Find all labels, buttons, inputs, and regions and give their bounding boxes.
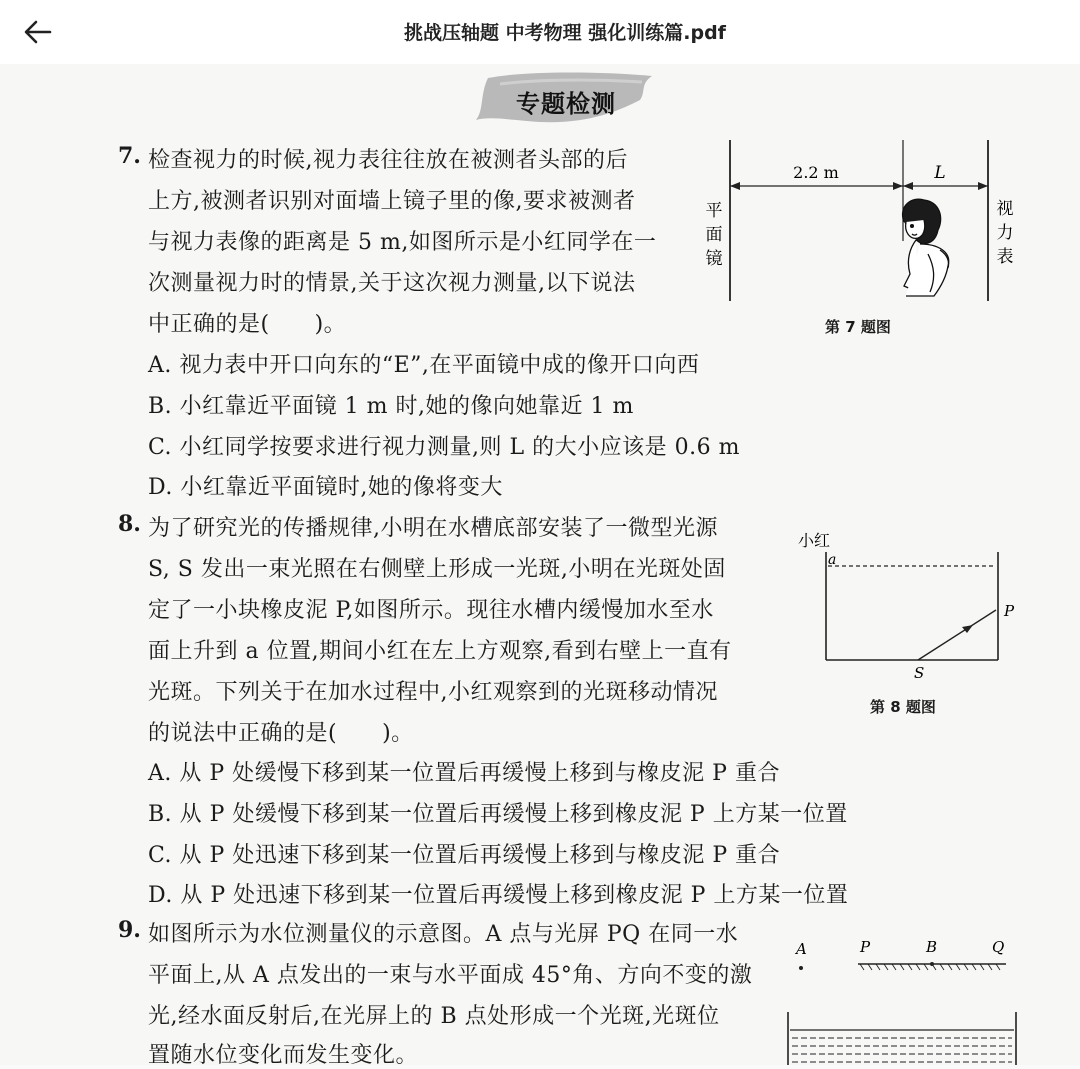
figure-9-diagram bbox=[780, 932, 1030, 1065]
section-title: 专题检测 bbox=[516, 90, 616, 118]
q8-line-2: S, S 发出一束光照在右侧壁上形成一光斑,小明在光斑处固 bbox=[148, 557, 726, 582]
L-label: L bbox=[934, 163, 946, 183]
q8-line-3: 定了一小块橡皮泥 P,如图所示。现往水槽内缓慢加水至水 bbox=[148, 598, 714, 623]
distance-label: 2.2 m bbox=[793, 163, 839, 182]
figure-7-caption: 第 7 题图 bbox=[825, 318, 891, 336]
q8-line-6: 的说法中正确的是( )。 bbox=[148, 721, 414, 746]
a-label: a bbox=[828, 552, 837, 568]
chart-char-2: 力 bbox=[996, 223, 1014, 243]
question-9-number: 9. bbox=[118, 917, 141, 943]
P-label: P bbox=[1004, 602, 1015, 620]
q9-line-1: 如图所示为水位测量仪的示意图。A 点与光屏 PQ 在同一水 bbox=[148, 922, 739, 947]
q8-option-b: B. 从 P 处缓慢下移到某一位置后再缓慢上移到橡皮泥 P 上方某一位置 bbox=[148, 802, 848, 827]
q7-option-a: A. 视力表中开口向东的“E”,在平面镜中成的像开口向西 bbox=[148, 353, 700, 378]
P-label-9: P bbox=[860, 938, 871, 956]
q8-line-5: 光斑。下列关于在加水过程中,小红观察到的光斑移动情况 bbox=[148, 680, 718, 705]
q7-line-2: 上方,被测者识别对面墙上镜子里的像,要求被测者 bbox=[148, 189, 636, 214]
chart-char-3: 表 bbox=[996, 247, 1014, 267]
point-A bbox=[799, 966, 803, 970]
top-bar bbox=[0, 0, 1080, 64]
q9-line-3: 光,经水面反射后,在光屏上的 B 点处形成一个光斑,光斑位 bbox=[148, 1004, 720, 1029]
question-8-number: 8. bbox=[118, 511, 141, 537]
question-7-number: 7. bbox=[118, 143, 141, 169]
figure-7-diagram bbox=[690, 136, 1030, 311]
q7-option-c: C. 小红同学按要求进行视力测量,则 L 的大小应该是 0.6 m bbox=[148, 435, 740, 460]
girl-icon bbox=[903, 199, 949, 296]
point-B bbox=[930, 962, 934, 966]
mirror-char-2: 面 bbox=[705, 225, 723, 245]
figure-8-diagram bbox=[790, 526, 1030, 686]
q8-option-d: D. 从 P 处迅速下移到某一位置后再缓慢上移到橡皮泥 P 上方某一位置 bbox=[148, 883, 849, 908]
A-label: A bbox=[796, 940, 807, 958]
q7-line-5: 中正确的是( )。 bbox=[148, 312, 347, 337]
observer-label: 小红 bbox=[798, 531, 831, 550]
q7-option-b: B. 小红靠近平面镜 1 m 时,她的像向她靠近 1 m bbox=[148, 394, 634, 419]
q8-line-1: 为了研究光的传播规律,小明在水槽底部安装了一微型光源 bbox=[148, 516, 718, 541]
q7-option-d: D. 小红靠近平面镜时,她的像将变大 bbox=[148, 475, 503, 500]
light-ray bbox=[918, 610, 996, 660]
q7-line-4: 次测量视力时的情景,关于这次视力测量,以下说法 bbox=[148, 271, 636, 296]
mirror-char-3: 镜 bbox=[705, 249, 723, 269]
S-label: S bbox=[914, 664, 925, 682]
q8-option-c: C. 从 P 处迅速下移到某一位置后再缓慢上移到与橡皮泥 P 重合 bbox=[148, 843, 781, 868]
q9-line-2: 平面上,从 A 点发出的一束与水平面成 45°角、方向不变的激 bbox=[148, 963, 753, 988]
q7-line-3: 与视力表像的距离是 5 m,如图所示是小红同学在一 bbox=[148, 230, 657, 255]
mirror-char-1: 平 bbox=[705, 201, 723, 221]
chart-char-1: 视 bbox=[996, 199, 1014, 219]
q9-line-4: 置随水位变化而发生变化。 bbox=[148, 1043, 419, 1068]
q7-line-1: 检查视力的时候,视力表往往放在被测者头部的后 bbox=[148, 148, 628, 173]
q8-line-4: 面上升到 a 位置,期间小红在左上方观察,看到右壁上一直有 bbox=[148, 639, 732, 664]
figure-8-caption: 第 8 题图 bbox=[870, 698, 936, 716]
B-label: B bbox=[926, 938, 938, 956]
q8-option-a: A. 从 P 处缓慢下移到某一位置后再缓慢上移到与橡皮泥 P 重合 bbox=[148, 761, 780, 786]
Q-label: Q bbox=[992, 938, 1005, 956]
document-title: 挑战压轴题 中考物理 强化训练篇.pdf bbox=[404, 22, 726, 44]
